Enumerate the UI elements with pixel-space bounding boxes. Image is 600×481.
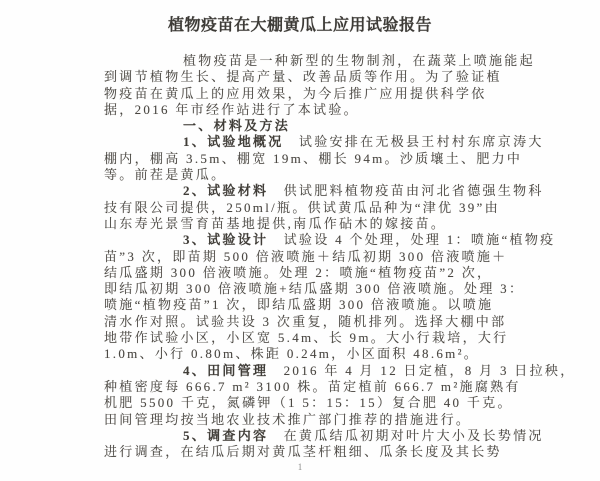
text-line <box>104 281 524 297</box>
line-text: 技有限公司提供，250ml/瓶。供试黄瓜品种为“津优 39”由 <box>104 199 500 215</box>
line-text: 山东寿光景雪育苗基地提供,南瓜作砧木的嫁接苗。 <box>104 215 447 231</box>
line-bold-lead: 一、材料及方法 <box>183 118 291 134</box>
line-text: 喷施“植物疫苗”1 次，即结瓜盛期 300 倍液喷施。以喷施 <box>104 297 494 313</box>
line-bold-lead: 3、试验设计 <box>183 232 269 248</box>
line-text: 田间管理均按当地农业技术推广部门推荐的措施进行。 <box>104 411 472 427</box>
line-text: 进行调查，在结瓜后期对黄瓜茎杆粗细、瓜条长度及其长势 <box>104 444 502 460</box>
line-bold-lead: 4、田间管理 <box>183 362 269 378</box>
text-line <box>104 151 524 167</box>
line-text: 1.0m、小行 0.80m、株距 0.24m，小区面积 48.6m²。 <box>104 346 480 362</box>
line-text: 等。前茬是黄瓜。 <box>104 167 227 183</box>
line-text: 物疫苗在黄瓜上的应用效果，为今后推广应用提供科学依 <box>104 85 487 101</box>
text-line <box>104 134 544 150</box>
text-line <box>104 249 524 265</box>
line-text: 地带作试验小区，小区宽 5.4m、长 9m。大小行栽培，大行 <box>104 330 509 346</box>
text-line <box>104 265 524 281</box>
text-line <box>104 167 524 183</box>
line-bold-lead: 1、试验地概况 <box>183 134 284 150</box>
line-text: 机肥 5500 千克，氮磷钾（1 5：15：15）复合肥 40 千克。 <box>104 395 513 411</box>
line-text: 试验安排在无极县王村村东席京涛大 <box>283 134 544 150</box>
text-line <box>104 427 544 444</box>
text-line <box>104 102 524 118</box>
line-text: 2016 年 4 月 12 日定植，8 月 3 日拉秧， <box>268 362 576 378</box>
text-line <box>104 200 524 216</box>
text-line <box>104 444 524 460</box>
text-line <box>104 216 524 232</box>
text-line <box>104 86 524 102</box>
text-line <box>104 118 524 134</box>
text-line <box>104 53 535 69</box>
document-title: 植物疫苗在大棚黄瓜上应用试验报告 <box>167 17 432 34</box>
line-text: 供试肥料植物疫苗由河北省德强生物科 <box>268 183 544 199</box>
line-text: 在黄瓜结瓜初期对叶片大小及长势情况 <box>268 427 544 443</box>
text-line <box>104 183 544 199</box>
text-line <box>104 314 524 330</box>
text-line <box>104 297 524 313</box>
text-line <box>104 232 556 248</box>
text-line <box>104 346 524 362</box>
text-line <box>104 412 524 428</box>
line-text: 即结瓜初期 300 倍液喷施+结瓜盛期 300 倍液喷施。处理 3： <box>104 281 525 297</box>
text-line <box>104 69 524 85</box>
line-bold-lead: 5、调查内容 <box>183 427 269 443</box>
text-line <box>104 330 524 346</box>
line-text: 据，2016 年市经作站进行了本试验。 <box>104 101 359 117</box>
text-line <box>104 379 524 395</box>
text-line <box>104 362 576 379</box>
line-text: 植物疫苗是一种新型的生物制剂，在蔬菜上喷施能起 <box>183 53 535 68</box>
line-text: 清水作对照。试验共设 3 次重复，随机排列。选择大棚中部 <box>104 313 507 329</box>
line-text: 种植密度每 666.7 m² 3100 株。苗定植前 666.7 m²施腐熟有 <box>104 378 521 394</box>
text-line <box>104 395 524 411</box>
document-body <box>104 53 576 460</box>
line-text: 苗”3 次，即苗期 500 倍液喷施＋结瓜初期 300 倍液喷施＋ <box>104 248 508 264</box>
line-bold-lead: 2、试验材料 <box>183 183 269 199</box>
line-text: 试验设 4 个处理，处理 1：喷施“植物疫 <box>268 232 556 248</box>
line-text: 到调节植物生长、提高产量、改善品质等作用。为了验证植 <box>104 69 502 85</box>
line-text: 结瓜盛期 300 倍液喷施。处理 2：喷施“植物疫苗”2 次， <box>104 264 493 280</box>
page-number: 1 <box>297 462 303 472</box>
line-text: 棚内，棚高 3.5m、棚宽 19m、棚长 94m。沙质壤土、肥力中 <box>104 150 523 166</box>
